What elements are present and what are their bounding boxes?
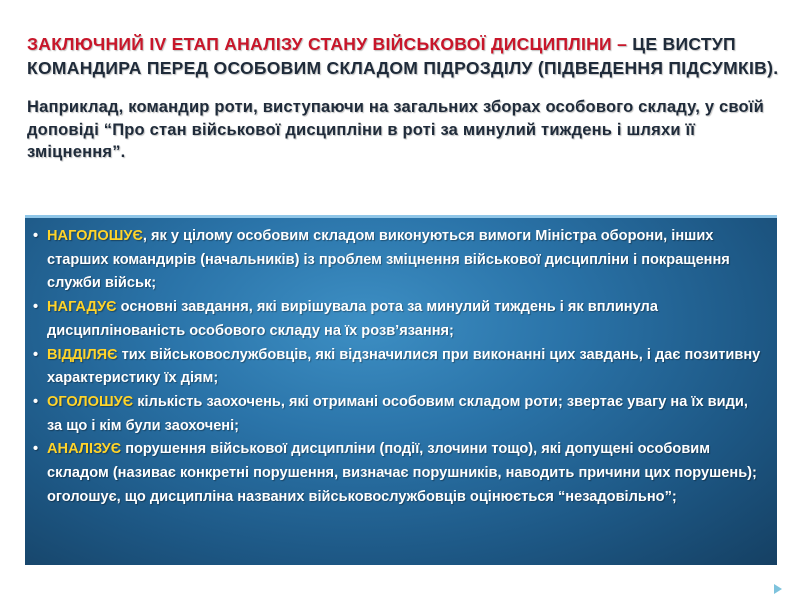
slide-heading — [27, 32, 779, 80]
bullet-icon: • — [33, 393, 39, 410]
item-text: порушення військової дисципліни (події, злочини тощо), які допущені особовим складом (називає конкретні порушення, визначає порушників, наводить причини цих порушень); оголошує, що дисципліна названих військовослужбовців оцінюється “незадовільно”; — [47, 441, 757, 505]
item-text: кількість заохочень, які отримані особовим складом роти; звертає увагу на їх види, за що і кім були заохочені; — [47, 393, 748, 434]
heading-accent: ЗАКЛЮЧНИЙ IV ЕТАП АНАЛІЗУ СТАНУ ВІЙСЬКОВОЇ ДИСЦИПЛІНИ – — [27, 34, 628, 54]
item-keyword: АНАЛІЗУЄ — [47, 441, 122, 458]
list-item — [33, 344, 763, 391]
list-item — [33, 296, 763, 343]
item-text: тих військовослужбовців, які відзначилися при виконанні цих завдань, і дає позитивну характеристику їх діям; — [47, 346, 761, 387]
content-panel — [25, 215, 777, 565]
header-block — [27, 32, 779, 164]
action-list — [33, 225, 763, 509]
item-text: основні завдання, які вирішувала рота за минулий тиждень і як вплинула дисциплінованість особового складу на їх розв’язання; — [47, 299, 658, 339]
list-item — [33, 391, 763, 438]
bullet-icon: • — [33, 299, 39, 316]
item-keyword: НАГАДУЄ — [47, 299, 117, 316]
bullet-icon: • — [33, 228, 39, 244]
list-item — [33, 225, 763, 296]
bullet-icon: • — [33, 441, 39, 458]
heading-rest: ЦЕ ВИСТУП КОМАНДИРА ПЕРЕД ОСОБОВИМ СКЛАДОМ ПІДРОЗДІЛУ (ПІДВЕДЕННЯ ПІДСУМКІВ). — [27, 34, 779, 78]
item-text: , як у цілому особовим складом виконуються вимоги Міністра оборони, інших старших командирів (начальників) із проблем зміцнення військової дисципліни і покращення служби військ; — [47, 228, 730, 292]
item-keyword: ОГОЛОШУЄ — [47, 393, 134, 410]
intro-paragraph: Наприклад, командир роти, виступаючи на загальних зборах особового складу, у своїй доповіді “Про стан військової дисципліни в роті за минулий тиждень і шляхи її зміцнення”. — [27, 98, 764, 161]
item-keyword: ВІДДІЛЯЄ — [47, 346, 118, 363]
triangle-right-icon — [774, 584, 782, 594]
item-keyword: НАГОЛОШУЄ — [47, 228, 143, 244]
bullet-icon: • — [33, 346, 39, 363]
list-item — [33, 438, 763, 509]
